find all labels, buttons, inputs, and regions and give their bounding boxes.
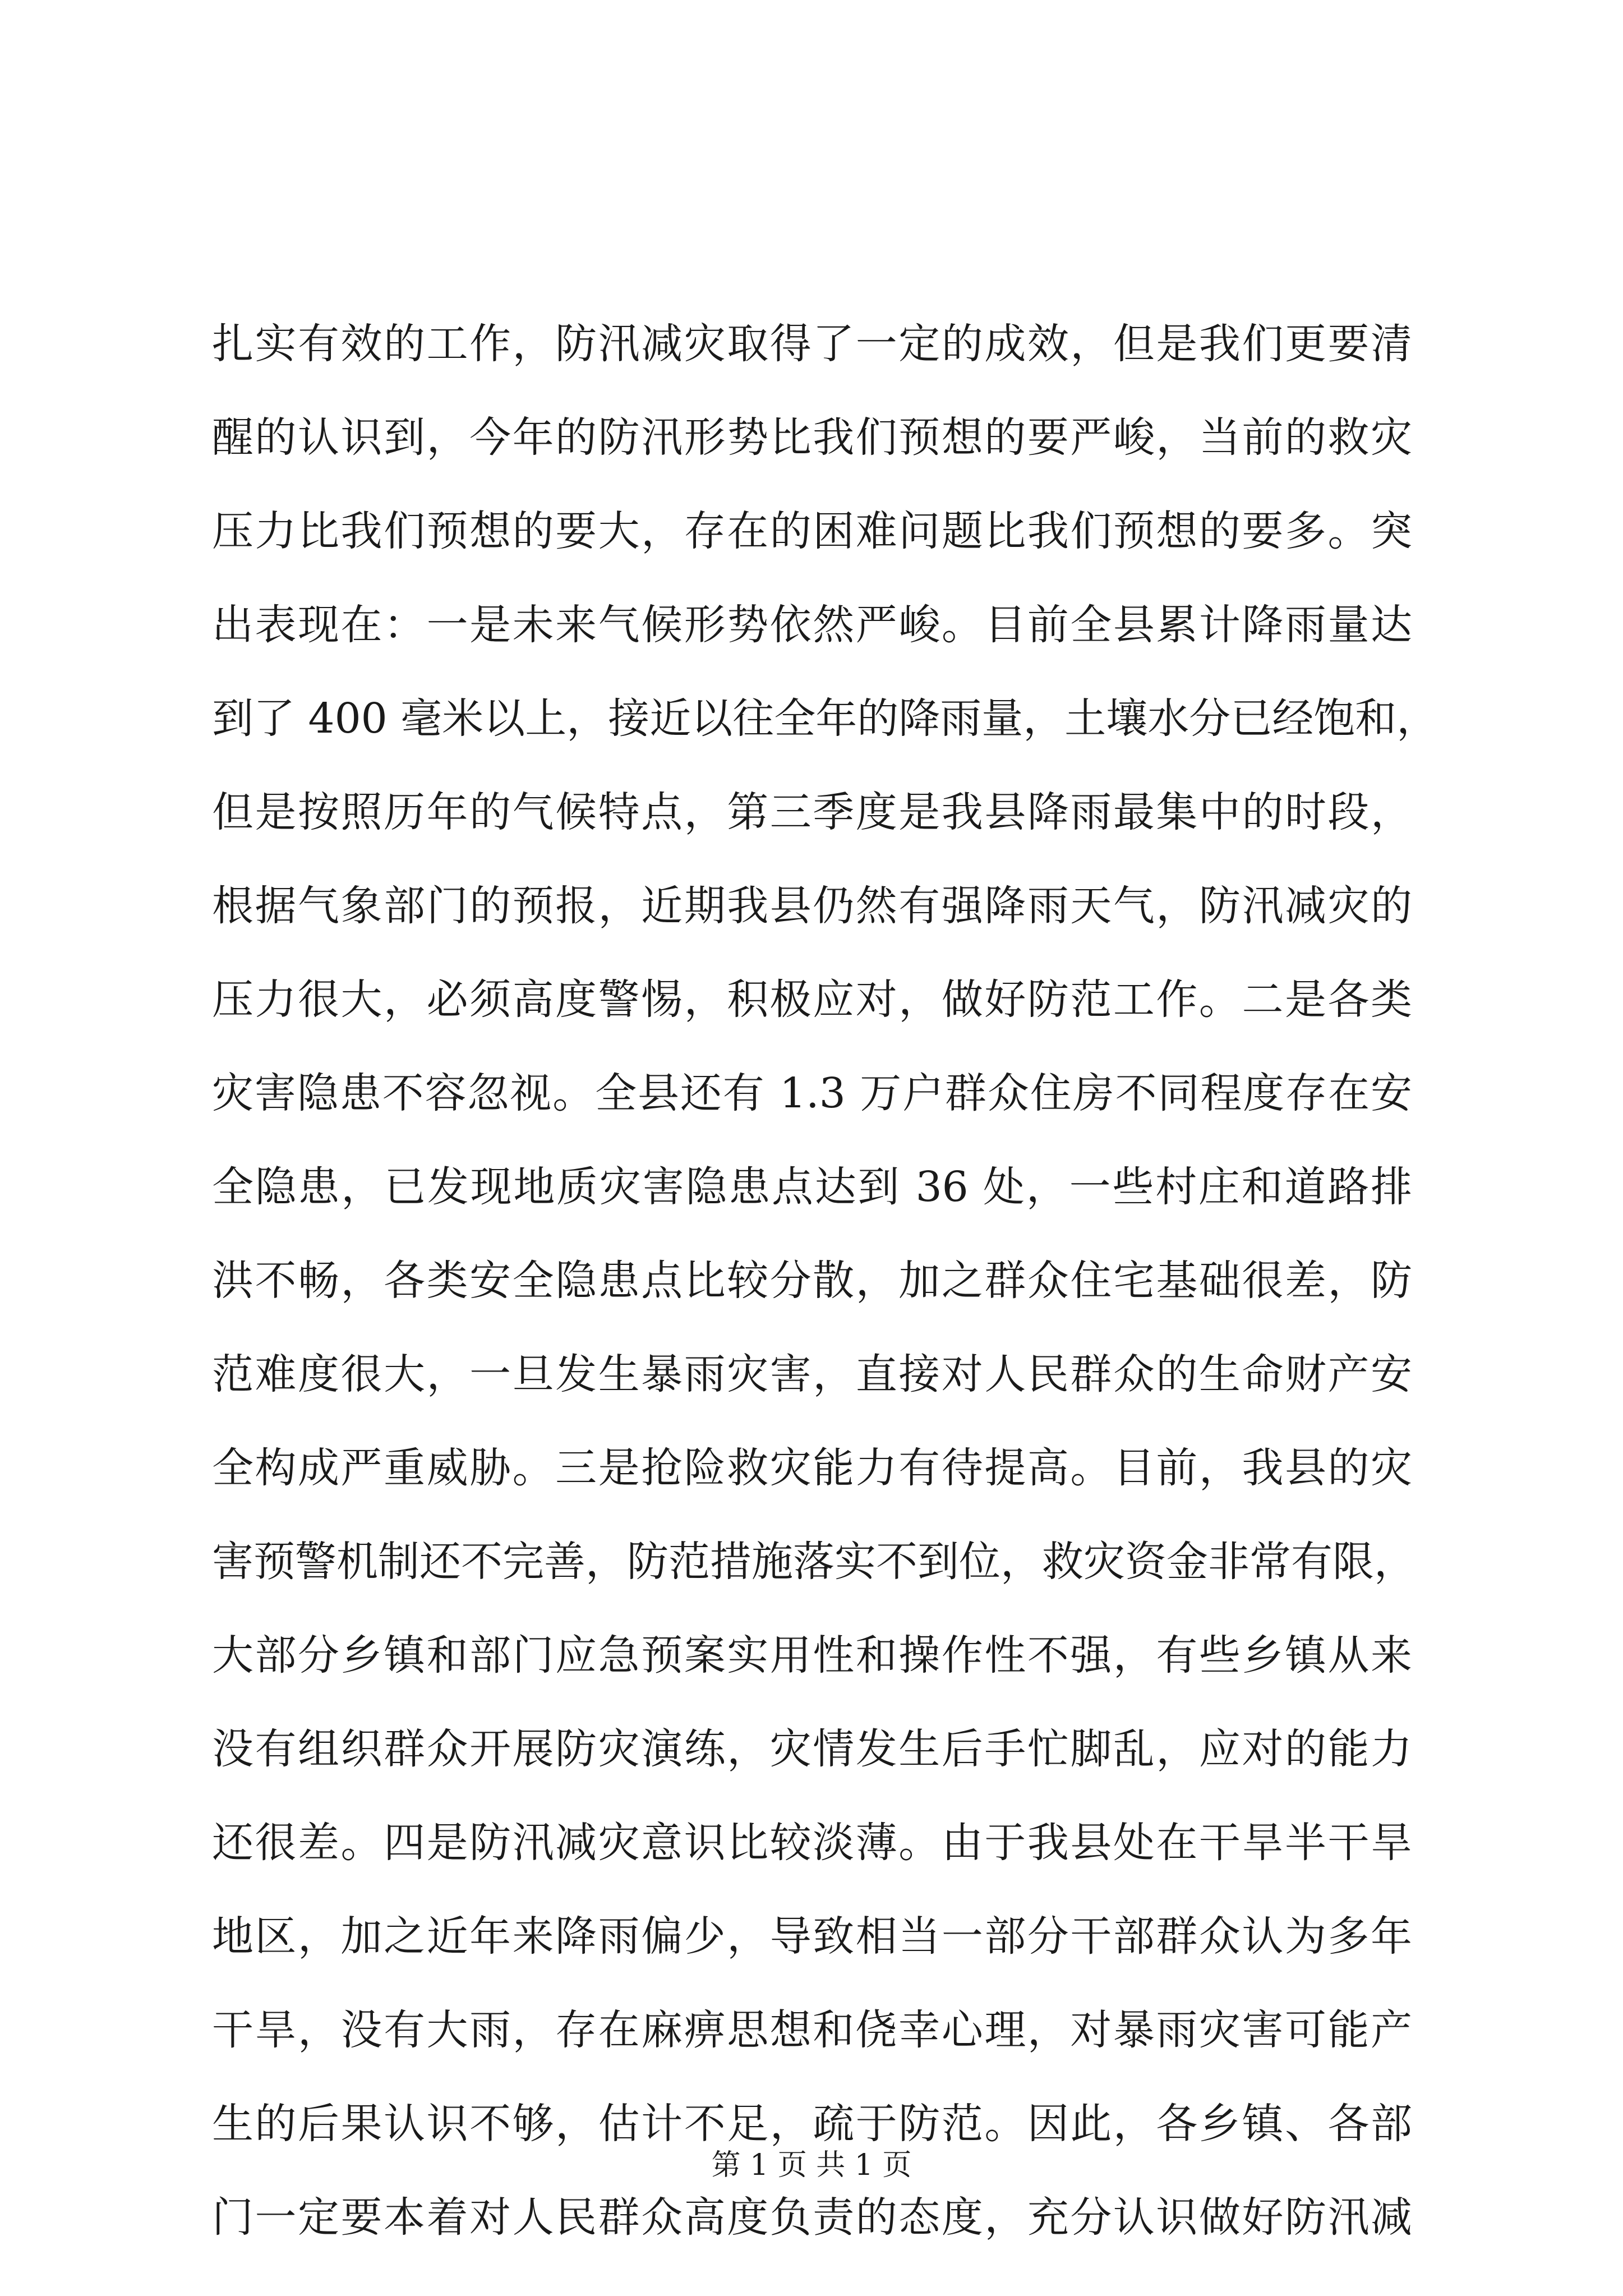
text-line: 地区，加之近年来降雨偏少，导致相当一部分干部群众认为多年 [212, 1912, 1412, 1961]
text-line: 范难度很大，一旦发生暴雨灾害，直接对人民群众的生命财产安 [212, 1350, 1412, 1398]
text-line: 但是按照历年的气候特点，第三季度是我县降雨最集中的时段， [212, 788, 1412, 836]
text-line: 醒的认识到，今年的防汛形势比我们预想的要严峻，当前的救灾 [212, 413, 1412, 462]
text-line: 没有组织群众开展防灾演练，灾情发生后手忙脚乱，应对的能力 [212, 1725, 1412, 1773]
page-footer: 第 1 页 共 1 页 [711, 2148, 912, 2182]
text-line: 洪不畅，各类安全隐患点比较分散，加之群众住宅基础很差，防 [212, 1257, 1412, 1305]
text-line: 生的后果认识不够，估计不足，疏于防范。因此，各乡镇、各部 [212, 2100, 1412, 2148]
text-line: 根据气象部门的预报，近期我县仍然有强降雨天气，防汛减灾的 [212, 882, 1412, 930]
text-line: 灾害隐患不容忽视。全县还有 1.3 万户群众住房不同程度存在安 [212, 1069, 1412, 1117]
text-line: 压力比我们预想的要大，存在的困难问题比我们预想的要多。突 [212, 507, 1412, 555]
text-line: 出表现在：一是未来气候形势依然严峻。目前全县累计降雨量达 [212, 601, 1412, 649]
body-paragraph [212, 297, 1438, 2265]
text-line: 大部分乡镇和部门应急预案实用性和操作性不强，有些乡镇从来 [212, 1631, 1412, 1680]
text-line: 到了 400 毫米以上，接近以往全年的降雨量，土壤水分已经饱和， [212, 694, 1438, 743]
text-line: 全隐患，已发现地质灾害隐患点达到 36 处，一些村庄和道路排 [212, 1163, 1412, 1211]
text-line: 害预警机制还不完善，防范措施落实不到位，救灾资金非常有限， [212, 1538, 1415, 1586]
text-line: 扎实有效的工作，防汛减灾取得了一定的成效，但是我们更要清 [212, 320, 1412, 368]
text-line: 压力很大，必须高度警惕，积极应对，做好防范工作。二是各类 [212, 976, 1412, 1024]
text-line: 还很差。四是防汛减灾意识比较淡薄。由于我县处在干旱半干旱 [212, 1819, 1412, 1867]
text-line: 门一定要本着对人民群众高度负责的态度，充分认识做好防汛减 [212, 2193, 1412, 2242]
text-line: 全构成严重威胁。三是抢险救灾能力有待提高。目前，我县的灾 [212, 1444, 1412, 1492]
text-line: 干旱，没有大雨，存在麻痹思想和侥幸心理，对暴雨灾害可能产 [212, 2006, 1412, 2054]
